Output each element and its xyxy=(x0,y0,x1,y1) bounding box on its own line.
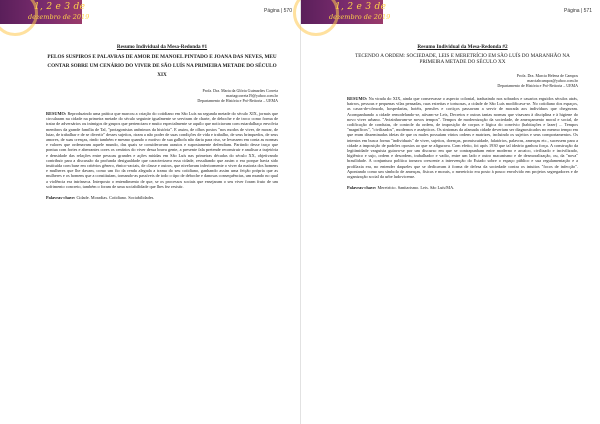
banner-line2: dezembro de 2019 xyxy=(28,13,90,21)
banner-line2: dezembro de 2019 xyxy=(329,13,391,21)
abstract-text xyxy=(46,111,278,189)
section-title: Resumo Individual da Mesa-Redonda #2 xyxy=(417,44,508,50)
paper-title: TECENDO A ORDEM: SOCIEDADE, LEIS E MERETRÍCIO EM SÃO LUÍS DO MARANHÃO NA PRIMEIRA METADE DO SÉCULO XX xyxy=(355,53,570,65)
abstract-label: RESUMO: xyxy=(347,96,368,101)
author-email: marciahcampos@yahoo.com.br xyxy=(527,78,578,83)
keywords-label: Palavras-chave: xyxy=(46,195,76,201)
keywords-label: Palavras-chave: xyxy=(347,185,377,191)
author-department: Departamento de História e Pró-Reitoria – UEMA xyxy=(197,98,278,103)
author-department: Departamento de História e Pró-Reitoria – UEMA xyxy=(497,83,578,88)
paper-title: PELOS SUSPIROS E PALAVRAS DE AMOR DE MANOEL PINTADO E JOANA DAS NEVES, MEU CONTAR SOBRE UM CENÁRIO DO VIVER DE SÃO LUÍS NA PRIMEIRA METADE DO SÉCULO XIX xyxy=(47,54,277,78)
abstract-text xyxy=(347,96,578,179)
keywords-list: Cidade. Moradias. Cotidiano. Sociabilidades. xyxy=(76,195,155,201)
event-banner xyxy=(0,0,90,24)
keywords-list: Meretrício. Sanitarismo. Leis. São Luís/MA. xyxy=(377,185,455,191)
banner-line1: 1, 2 e 3 de xyxy=(34,2,86,12)
author-name: Profa. Dra. Maria da Glória Guimarães Correia xyxy=(202,88,278,93)
keywords xyxy=(347,185,578,190)
author-name: Profa. Dra. Marcia Helena de Campos xyxy=(516,73,578,78)
author-info xyxy=(347,73,578,88)
abstract-block xyxy=(46,44,278,200)
right-page xyxy=(300,0,600,424)
abstract-block xyxy=(347,44,578,190)
abstract-body: Reproduzindo uma prática que marcou a criação do cotidiano em São Luís na segunda metade do século XIX, jornais que circularam na cidade na primeira metade do século seguinte igualmente se serviram de charte, de deboche e de troco como forma de tratar de adversários ou inimigos de grupos que pertenciam e muito especialmente se aquilo que noticiavam com estardalhaço envolvia membros da grande família de Tal, "protagonistas anônimos da história". E assim, de olhos postos "nos modos de viver, de morar, de lutar, de trabalhar e de se divertir" desses sujeitos, riram a não poder de suas condições de vida e trabalho, de seus brinquedos, de seus amores, de suas crenças, rindo também e mesmo quando o motivo de sua galhofa não daria para riso, se levassem em conta as normas e valores que ordenavam aquele mundo, das quais se consideravam arautos e supostamente defendiam. Partindo desse traço que pontua com fortes e aberrantes cores os cenários do viver dessa brava gente, a presente fala pretende reconstruir e analisar a trajetória e densidade das relações entre pessoas grandes e ações miúdas em São Luís nas primeiras décadas do século XX, objetivando contribuir para a discussão da profunda desigualdade que caracterizava essa cidade, ressaltando que assim o era porque havia sido instituída com base em critérios gênero, étnico-raciais, de classe e outros, que nivelavam inferiormente o viver da maioria dos homens e mulheres que lhe davam, como um fio da renda alegada a trama do seu cotidiano, ganhando assim uma feição própria que as mulheres e os homens que a constituíam, tornando-as passíveis de todo o tipo de deboche e danosas consequências, um mundo no qual a violência era intrínseca. Interposto o entendimento de que, se os processos sociais que ensejaram o seu viver foram fruto de um sofrimento concreto, também o foram de uma sociabilidade que lhes fez resistir. xyxy=(46,111,278,189)
author-email: mariagcorreia19@yahoo.com.br xyxy=(226,93,278,98)
abstract-body: Na virada do XIX, ainda que conservasse o aspecto colonial, traduzindo nos sobrados e casarios erguidos séculos atrás, bairros, pessoas e pequenas vilas pensadas, ruas estreitas e tortuosas, a cidade de São Luís modificava-se. No cotidiano dos espaços, as casas-de-cômodo, hospedarias, hotéis, pensões e cortiços passavam a servir de morada aos indivíduos que chegavam. Acompanhando a cidade remodelando-se, ativam-se Leis, Decretos e outras tantas normas que visavam à disciplina e à higiene do novo viver urbano. "Avizinhavam-se novos tempos". Tempos de modernização da sociedade, de ameaçamento moral e social, de codificação de condutas, de controle da ordem, de imposição de corpos e lógica do convívio (habitações e lazer) ... Tempos "magníficos", "civilizados", modernos e assépticos. Os sintomas da afamada cidade deveriam ser diagnosticados no mesmo tempo em que eram disseminadas ideias de que os males possuíam vários ordens e matrizes, incluindo os sujeitos e seus comportamentos. Os intentos em busca forma "individuais" de viver, sujeitos, doenças, promiscuidade, falatórios, palavras, ameaças etc., sucessem para a cidade a imposição de padrões opostos ao que se afigurava. Com efeito, foi após 1930 que tal ideário ganhou força. A construção da legitimidade varguista guiava-se por um discurso em que se contrapunham entre moderno e arcaico, civilizado e incivilizado, higiênico e sujo, ordem e desordem, trabalhador e vadio, entre um lado e outro macanismo e de desmoralização, ou, da "nova" brasilidade. A conjuntura política tornava crescente a intervenção do Estado sobre o espaço público e sua regulamentação e a profilaxia era, no entender daqueles que se dedicavam à forma de defesa da sociedade contra os intuitos "focos de infecção". Apontando como um símbolo de ameaças, físicas e morais, o meretrício era posto à pouco envolvido em projetos segregadores e de organização social da urbe ludovicense. xyxy=(347,96,578,180)
abstract-label: RESUMO: xyxy=(46,111,67,116)
banner-line1: 1, 2 e 3 de xyxy=(335,2,387,12)
section-title: Resumo Individual da Mesa-Redonda #1 xyxy=(116,44,208,50)
author-info xyxy=(46,88,278,103)
keywords xyxy=(46,195,278,200)
event-banner xyxy=(301,0,391,24)
page-number: Página | 571 xyxy=(564,8,592,14)
page-number: Página | 570 xyxy=(264,8,292,14)
